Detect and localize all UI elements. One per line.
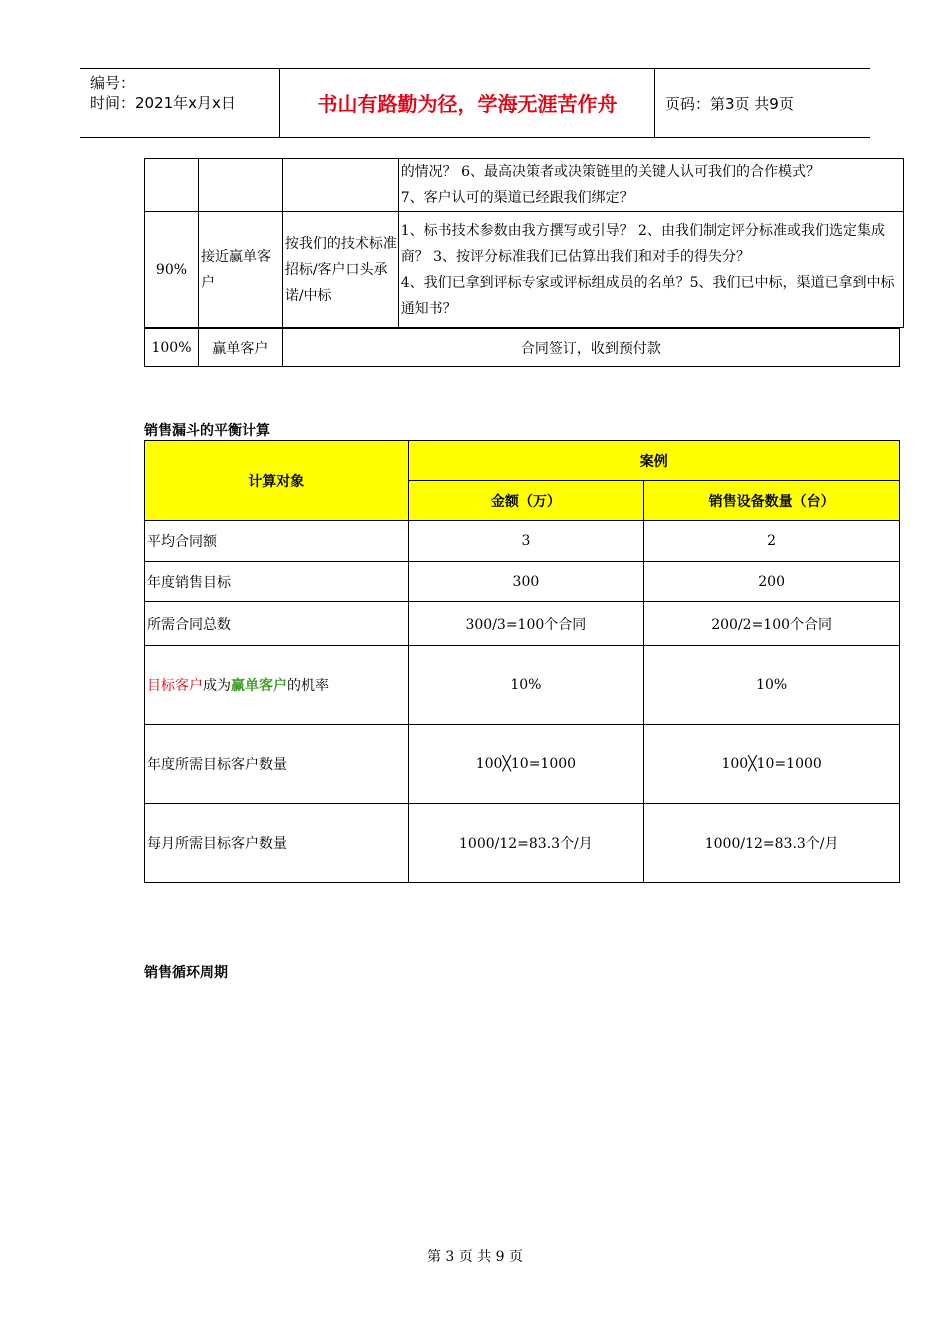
time-label: 时间：2021年x月x日 (90, 94, 236, 112)
table-row (145, 329, 900, 367)
row-qty: 200 (644, 562, 900, 602)
table-row (145, 646, 900, 725)
label-rate: 的机率 (287, 678, 329, 694)
table-row (145, 602, 900, 646)
label-connector: 成为 (203, 678, 231, 694)
stage-criteria (282, 159, 398, 212)
header-object: 计算对象 (145, 441, 409, 521)
row-qty: 10% (644, 646, 900, 725)
table-row (145, 804, 900, 883)
row-amount: 10% (408, 646, 644, 725)
stage-percent (145, 159, 199, 212)
row-amount: 3 (408, 521, 644, 562)
code-label: 编号： (90, 74, 136, 92)
label-target-customer: 目标客户 (147, 678, 203, 694)
label-win-customer: 赢单客户 (231, 678, 287, 694)
row-label: 年度销售目标 (145, 562, 409, 602)
description-line: 4、我们已拿到评标专家或评标组成员的名单？5、我们已中标，渠道已拿到中标通知书？ (400, 274, 895, 317)
page-header (80, 68, 870, 138)
table-row (145, 159, 904, 212)
stage-percent: 90% (145, 212, 199, 328)
stage-name (198, 159, 282, 212)
row-amount: 100╳10=1000 (408, 725, 644, 804)
header-case: 案例 (408, 441, 899, 481)
row-amount: 300/3=100个合同 (408, 602, 644, 646)
row-qty: 1000/12=83.3个/月 (644, 804, 900, 883)
stage-percent: 100% (145, 329, 199, 367)
row-qty: 100╳10=1000 (644, 725, 900, 804)
stage-description (398, 159, 903, 212)
table-header-row (145, 441, 900, 481)
description-line: 1、标书技术参数由我方撰写或引导？ 2、由我们制定评分标准或我们选定集成商？ 3、按评分标准我们已估算出我们和对手的得失分？ (400, 222, 885, 265)
header-motto: 书山有路勤为径，学海无涯苦作舟 (281, 69, 655, 137)
stage-name: 接近赢单客户 (198, 212, 282, 328)
header-amount: 金额（万） (408, 481, 644, 521)
stage-description (398, 212, 903, 328)
stage-name: 赢单客户 (198, 329, 282, 367)
row-label (145, 646, 409, 725)
row-label: 每月所需目标客户数量 (145, 804, 409, 883)
row-amount: 300 (408, 562, 644, 602)
table-row (145, 725, 900, 804)
stage-table (144, 158, 904, 328)
description-line: 的情况？ 6、最高决策者或决策链里的关键人认可我们的合作模式？ (400, 164, 821, 180)
cycle-section-title: 销售循环周期 (144, 965, 228, 981)
stage-criteria: 按我们的技术标准招标/客户口头承诺/中标 (282, 212, 398, 328)
funnel-table (144, 440, 900, 883)
header-left-cell (80, 69, 280, 137)
row-label: 平均合同额 (145, 521, 409, 562)
row-qty: 2 (644, 521, 900, 562)
row-label: 年度所需目标客户数量 (145, 725, 409, 804)
table-row (145, 212, 904, 328)
page-footer: 第 3 页 共 9 页 (426, 1249, 524, 1265)
row-amount: 1000/12=83.3个/月 (408, 804, 644, 883)
table-row (145, 521, 900, 562)
header-qty: 销售设备数量（台） (644, 481, 900, 521)
stage-table-final-row (144, 328, 900, 367)
funnel-section-title: 销售漏斗的平衡计算 (144, 423, 270, 439)
stage-description: 合同签订，收到预付款 (282, 329, 899, 367)
header-page-label: 页码：第3页 共9页 (665, 95, 794, 113)
description-line: 7、客户认可的渠道已经跟我们绑定？ (400, 190, 634, 206)
row-label: 所需合同总数 (145, 602, 409, 646)
row-qty: 200/2=100个合同 (644, 602, 900, 646)
table-row (145, 562, 900, 602)
